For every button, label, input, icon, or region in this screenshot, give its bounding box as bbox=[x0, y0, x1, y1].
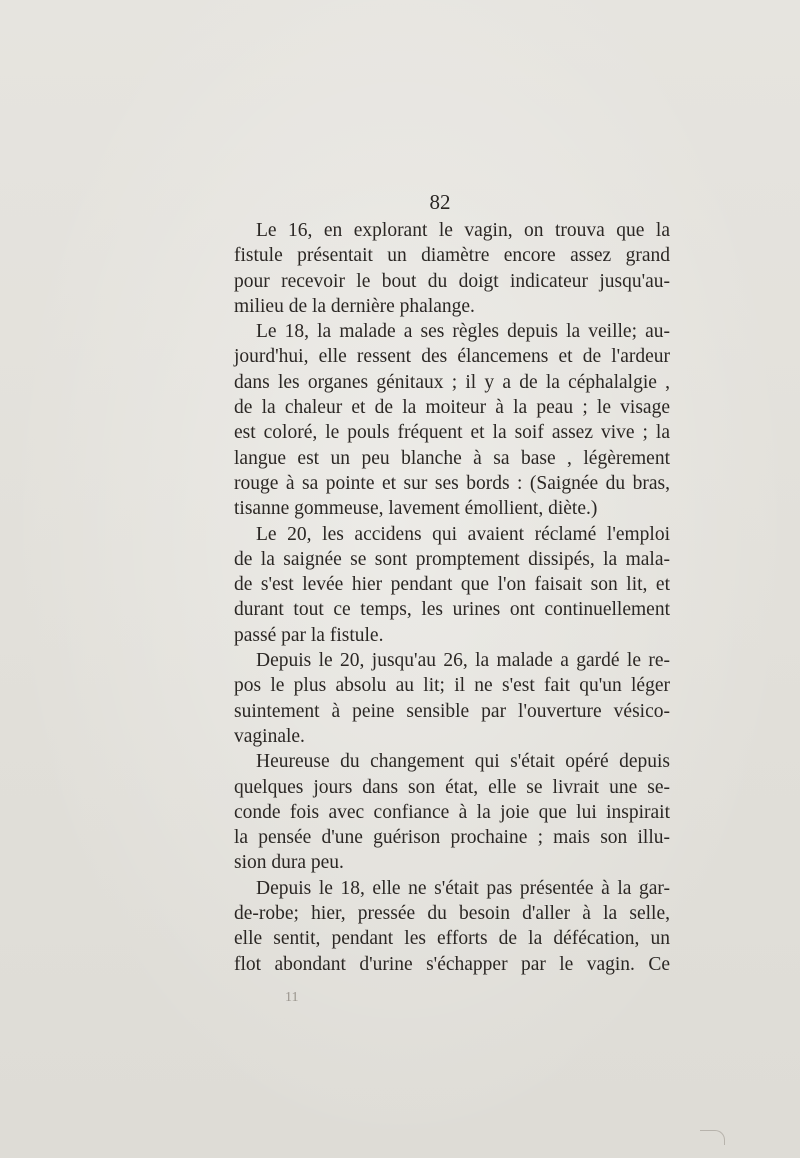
text-line: tisanne gommeuse, lavement émollient, diète.) bbox=[234, 498, 598, 520]
text-line: elle sentit, pendant les efforts de la défécation, un bbox=[234, 928, 670, 950]
paragraph bbox=[212, 648, 670, 749]
text-line: est coloré, le pouls fréquent et la soif assez vive ; la bbox=[234, 422, 670, 444]
text-line: Le 20, les accidens qui avaient réclamé l'emploi bbox=[256, 523, 670, 545]
text-line: de-robe; hier, pressée du besoin d'aller à la selle, bbox=[234, 903, 670, 925]
text-line: flot abondant d'urine s'échapper par le vagin. Ce bbox=[234, 953, 670, 975]
text-line: rouge à sa pointe et sur ses bords : (Saignée du bras, bbox=[234, 472, 670, 494]
text-line: Le 16, en explorant le vagin, on trouva que la bbox=[256, 220, 670, 241]
text-line: milieu de la dernière phalange. bbox=[234, 295, 475, 317]
text-line: suintement à peine sensible par l'ouverture vésico- bbox=[234, 700, 670, 722]
text-line: dans les organes génitaux ; il y a de la céphalalgie , bbox=[234, 371, 670, 393]
text-line: de la chaleur et de la moiteur à la peau ; le visage bbox=[234, 397, 670, 419]
text-line: fistule présentait un diamètre encore assez grand bbox=[234, 245, 670, 267]
text-line: vaginale. bbox=[234, 725, 305, 747]
text-line: Heureuse du changement qui s'était opéré depuis bbox=[256, 751, 670, 773]
text-line: pos le plus absolu au lit; il ne s'est fait qu'un léger bbox=[234, 675, 670, 697]
paragraph bbox=[212, 522, 670, 648]
text-line: sion dura peu. bbox=[234, 852, 344, 874]
text-line: jourd'hui, elle ressent des élancemens et de l'ardeur bbox=[234, 346, 670, 368]
text-line: durant tout ce temps, les urines ont continuellement bbox=[234, 599, 670, 621]
body-text bbox=[212, 218, 670, 977]
text-line: pour recevoir le bout du doigt indicateur jusqu'au- bbox=[234, 270, 670, 292]
paragraph bbox=[212, 876, 670, 977]
paragraph bbox=[212, 218, 670, 319]
text-line: de s'est levée hier pendant que l'on faisait son lit, et bbox=[234, 574, 670, 596]
text-line: Depuis le 20, jusqu'au 26, la malade a gardé le re- bbox=[256, 650, 670, 672]
page-number: 82 bbox=[429, 190, 451, 214]
text-line: Depuis le 18, elle ne s'était pas présentée à la gar- bbox=[256, 877, 670, 899]
text-line: passé par la fistule. bbox=[234, 624, 384, 646]
text-line: de la saignée se sont promptement dissipés, la mala- bbox=[234, 548, 670, 570]
page-corner-crease bbox=[700, 1130, 725, 1145]
text-line: quelques jours dans son état, elle se livrait une se- bbox=[234, 776, 670, 798]
paragraph bbox=[212, 749, 670, 875]
text-line: Le 18, la malade a ses règles depuis la veille; au- bbox=[256, 321, 670, 343]
text-line: conde fois avec confiance à la joie que lui inspirait bbox=[234, 801, 670, 823]
footer-mark: 11 bbox=[285, 990, 299, 1005]
paragraph bbox=[212, 319, 670, 521]
text-line: la pensée d'une guérison prochaine ; mais son illu- bbox=[234, 827, 670, 849]
text-line: langue est un peu blanche à sa base , légèrement bbox=[234, 447, 670, 469]
